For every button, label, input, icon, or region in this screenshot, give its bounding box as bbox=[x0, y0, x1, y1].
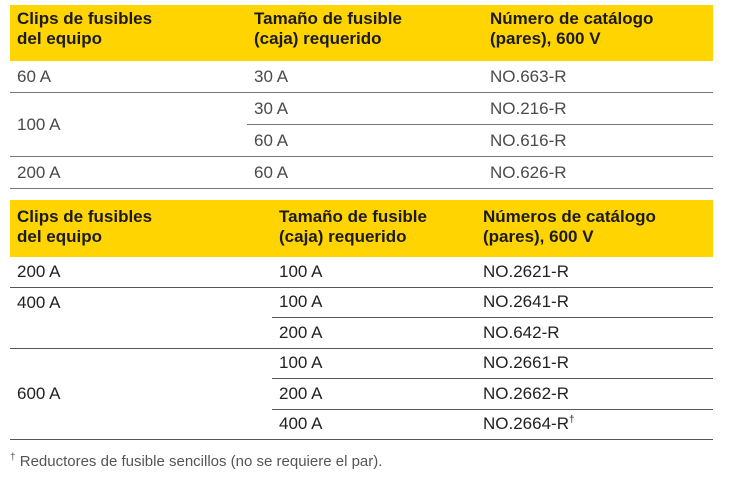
table-header-row bbox=[10, 200, 713, 257]
cell-catalog: NO.2641-R bbox=[476, 287, 713, 318]
cell-size: 60 A bbox=[247, 125, 483, 157]
cell-catalog: NO.2662-R bbox=[476, 379, 713, 410]
cell-clip: 200 A bbox=[10, 257, 272, 287]
fuse-clip-table-2 bbox=[10, 200, 713, 440]
table-row bbox=[10, 157, 713, 189]
header-clips: Clips de fusibles del equipo bbox=[10, 5, 247, 61]
table-row bbox=[10, 318, 713, 349]
table-header-row bbox=[10, 5, 713, 61]
cell-catalog: NO.626-R bbox=[483, 157, 713, 189]
dagger-mark: † bbox=[568, 414, 575, 426]
table-row bbox=[10, 409, 713, 440]
header-size: Tamaño de fusible (caja) requerido bbox=[247, 5, 483, 61]
table-row bbox=[10, 379, 713, 410]
table-row bbox=[10, 348, 713, 379]
cell-catalog: NO.663-R bbox=[483, 61, 713, 93]
cell-clip bbox=[10, 318, 272, 349]
cell-catalog: NO.2621-R bbox=[476, 257, 713, 287]
cell-size: 60 A bbox=[247, 157, 483, 189]
cell-catalog: NO.216-R bbox=[483, 93, 713, 125]
header-size: Tamaño de fusible (caja) requerido bbox=[272, 200, 476, 257]
cell-size: 400 A bbox=[272, 409, 476, 440]
cell-catalog: NO.616-R bbox=[483, 125, 713, 157]
footnote: † Reductores de fusible sencillos (no se requiere el par). bbox=[10, 452, 383, 470]
cell-size: 200 A bbox=[272, 379, 476, 410]
header-clips: Clips de fusibles del equipo bbox=[10, 200, 272, 257]
table-row bbox=[10, 93, 713, 125]
cell-clip: 100 A bbox=[10, 93, 247, 157]
header-catalog: Números de catálogo (pares), 600 V bbox=[476, 200, 713, 257]
cell-clip: 60 A bbox=[10, 61, 247, 93]
table-row bbox=[10, 257, 713, 287]
cell-size: 200 A bbox=[272, 318, 476, 349]
cell-clip: 200 A bbox=[10, 157, 247, 189]
cell-clip: 400 A bbox=[17, 292, 61, 312]
cell-clip: 600 A bbox=[17, 383, 61, 403]
cell-size: 100 A bbox=[272, 348, 476, 379]
cell-size: 30 A bbox=[247, 61, 483, 93]
cell-size: 30 A bbox=[247, 93, 483, 125]
cell-clip bbox=[10, 348, 272, 379]
cell-catalog: NO.2664-R† bbox=[476, 409, 713, 440]
table-row bbox=[10, 61, 713, 93]
cell-clip bbox=[10, 409, 272, 440]
cell-catalog: NO.2661-R bbox=[476, 348, 713, 379]
cell-catalog: NO.642-R bbox=[476, 318, 713, 349]
cell-size: 100 A bbox=[272, 287, 476, 318]
table-row bbox=[10, 287, 713, 318]
fuse-clip-table-1 bbox=[10, 5, 713, 189]
dagger-mark: † bbox=[10, 452, 16, 463]
cell-size: 100 A bbox=[272, 257, 476, 287]
header-catalog: Número de catálogo (pares), 600 V bbox=[483, 5, 713, 61]
